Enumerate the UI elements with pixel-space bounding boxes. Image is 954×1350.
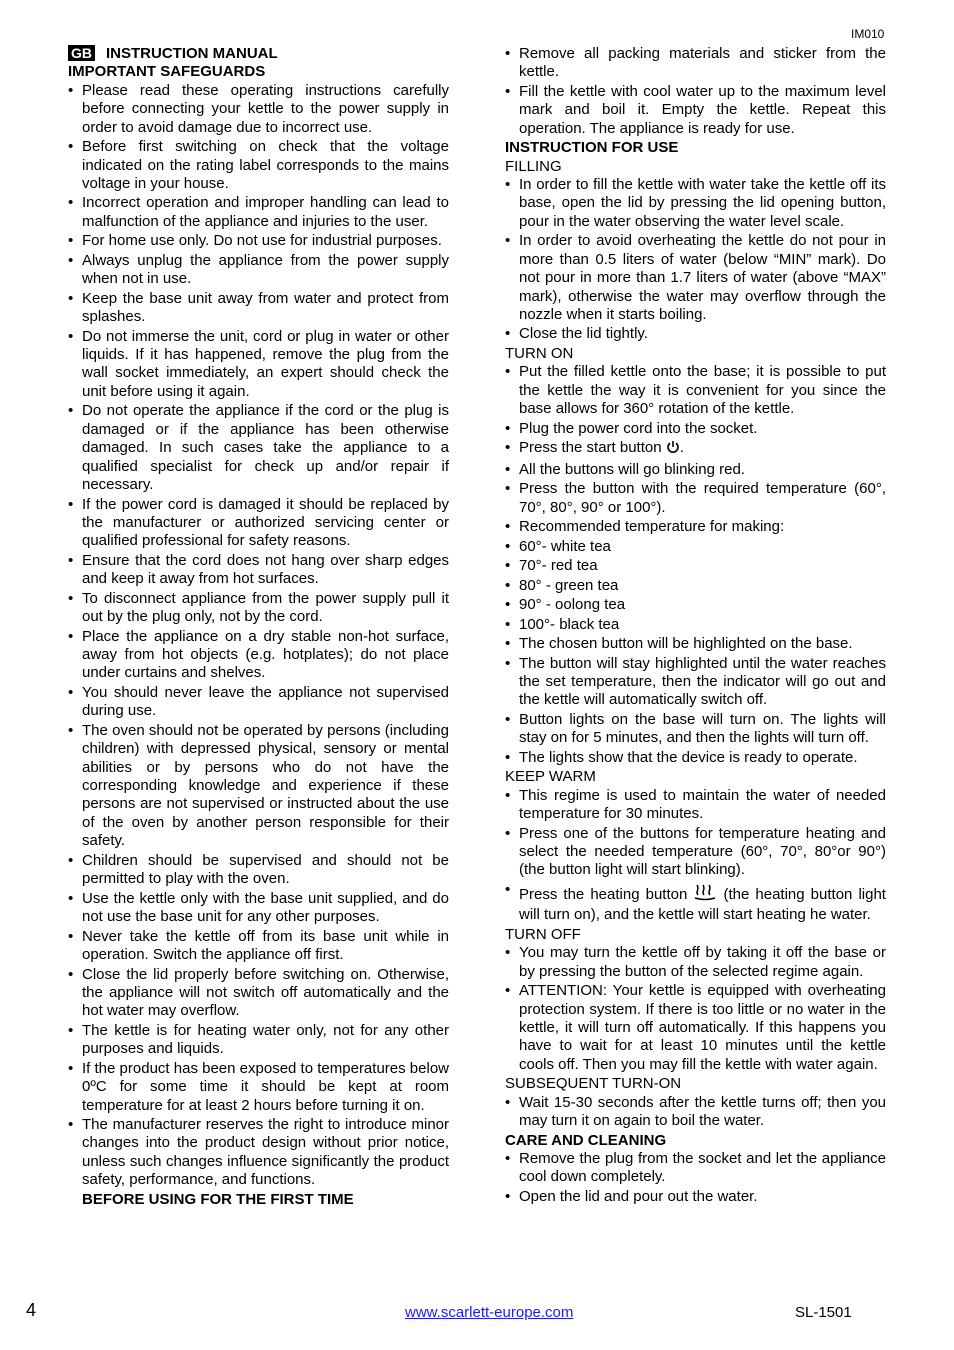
list-item: • Put the filled kettle onto the base; it is possible to put the kettle the way it is convenient for you since the base allows for 360° rotation of the kettle. <box>505 363 886 418</box>
keep-warm-heading: KEEP WARM <box>505 768 596 786</box>
list-item: • Remove all packing materials and sticker from the kettle. <box>505 45 886 82</box>
safeguards-list <box>68 82 449 1190</box>
before-first-use-list <box>505 45 886 138</box>
list-item: • You may turn the kettle off by taking it off the base or by pressing the button of the selected regime again. <box>505 944 886 981</box>
press-start-end: . <box>679 439 684 457</box>
list-item: • Incorrect operation and improper handling can lead to malfunction of the appliance and injuries to the user. <box>68 194 449 231</box>
list-item: • Always unplug the appliance from the power supply when not in use. <box>68 252 449 289</box>
list-item: • The oven should not be operated by persons (including children) with depressed physical, sensory or mental abilities or by persons who do not have the corresponding knowledge and experience if these persons are not supervised or instructed about the use of the oven by another person responsible for their safety. <box>68 722 449 851</box>
list-item: • 80° - green tea <box>505 577 886 595</box>
keep-warm-list <box>505 787 886 925</box>
list-item-start <box>505 439 886 459</box>
list-item: • Place the appliance on a dry stable non-hot surface, away from hot objects (e.g. hotplates); do not place under curtains and shelves. <box>68 628 449 683</box>
safeguards-heading: IMPORTANT SAFEGUARDS <box>68 63 266 81</box>
list-item: • Close the lid properly before switching on. Otherwise, the appliance will not switch off automatically and the hot water may overflow. <box>68 966 449 1021</box>
list-item: • Children should be supervised and should not be permitted to play with the oven. <box>68 852 449 889</box>
list-item: • Never take the kettle off from its base unit while in operation. Switch the appliance off first. <box>68 928 449 965</box>
model-number: SL-1501 <box>795 1304 852 1321</box>
list-item: • The kettle is for heating water only, not for any other purposes and liquids. <box>68 1022 449 1059</box>
care-list <box>505 1150 886 1206</box>
manual-title-line <box>68 45 449 63</box>
list-item: • Keep the base unit away from water and protect from splashes. <box>68 290 449 327</box>
list-item: • Please read these operating instructions carefully before connecting your kettle to the power supply in order to avoid damage due to incorrect use. <box>68 82 449 137</box>
turn-on-heading: TURN ON <box>505 344 574 362</box>
heat-waves-icon <box>693 881 717 906</box>
list-item: • In order to fill the kettle with water take the kettle off its base, open the lid by pressing the lid opening button, pour in the water observing the water level scale. <box>505 176 886 231</box>
instruction-heading: INSTRUCTION FOR USE <box>505 139 679 157</box>
turn-off-heading: TURN OFF <box>505 925 581 943</box>
subsequent-turn-on-heading: SUBSEQUENT TURN-ON <box>505 1075 682 1093</box>
subsequent-list <box>505 1094 886 1131</box>
list-item: • 60°- white tea <box>505 538 886 556</box>
list-item: • This regime is used to maintain the water of needed temperature for 30 minutes. <box>505 787 886 824</box>
document-code: IM010 <box>851 27 885 41</box>
turn-on-list <box>505 363 886 767</box>
list-item: • Wait 15-30 seconds after the kettle turns off; then you may turn it on again to boil the water. <box>505 1094 886 1131</box>
list-item: • For home use only. Do not use for industrial purposes. <box>68 232 449 250</box>
turn-off-list <box>505 944 886 1074</box>
list-item: • Recommended temperature for making: <box>505 518 886 536</box>
page-number: 4 <box>26 1300 37 1320</box>
heating-text-post: (the heating button light will turn on), and the kettle will start heating he water. <box>519 885 886 924</box>
list-item: • Press one of the buttons for temperature heating and select the needed temperature (60°, 70°, 80°or 90°) (the button light will start blinking). <box>505 825 886 880</box>
list-item: • Plug the power cord into the socket. <box>505 420 886 438</box>
website-link[interactable]: www.scarlett-europe.com <box>405 1304 574 1321</box>
list-item: • If the product has been exposed to temperatures below 0ºC for some time it should be kept at room temperature for at least 2 hours before turning it on. <box>68 1060 449 1115</box>
list-item: • Before first switching on check that the voltage indicated on the rating label corresponds to the mains voltage in your house. <box>68 138 449 193</box>
list-item: • Do not operate the appliance if the cord or the plug is damaged or if the appliance has been otherwise damaged. In such cases take the appliance to a qualified specialist for check up and/or repair if necessary. <box>68 402 449 494</box>
list-item: • Use the kettle only with the base unit supplied, and do not use the base unit for any other purposes. <box>68 890 449 927</box>
left-column <box>68 45 449 1209</box>
care-heading: CARE AND CLEANING <box>505 1131 667 1149</box>
list-item: • Button lights on the base will turn on. The lights will stay on for 5 minutes, and then the lights will turn off. <box>505 711 886 748</box>
list-item: • Ensure that the cord does not hang over sharp edges and keep it away from hot surfaces. <box>68 552 449 589</box>
list-item: • 90° - oolong tea <box>505 596 886 614</box>
list-item: • Remove the plug from the socket and let the appliance cool down completely. <box>505 1150 886 1187</box>
list-item: • Open the lid and pour out the water. <box>505 1188 886 1206</box>
before-first-use-heading: BEFORE USING FOR THE FIRST TIME <box>82 1190 354 1208</box>
list-item: • The lights show that the device is ready to operate. <box>505 749 886 767</box>
heating-text-pre: Press the heating button <box>519 885 688 903</box>
list-item: • 70°- red tea <box>505 557 886 575</box>
press-start-text: Press the start button <box>519 439 662 457</box>
manual-title: INSTRUCTION MANUAL <box>106 45 278 62</box>
list-item: • If the power cord is damaged it should be replaced by the manufacturer or authorized servicing center or qualified professional for safety reasons. <box>68 496 449 551</box>
list-item: • Fill the kettle with cool water up to the maximum level mark and boil it. Empty the kettle. Repeat this operation. The appliance is ready for use. <box>505 83 886 138</box>
list-item-heating <box>505 881 886 925</box>
list-item: • Close the lid tightly. <box>505 325 886 343</box>
list-item: • In order to avoid overheating the kettle do not pour in more than 0.5 liters of water (below “MIN” mark). Do not pour in more than 1.7 liters of water (above “MAX” mark), otherwise the water may overflow through the nozzle when it starts boiling. <box>505 232 886 324</box>
list-item: • The button will stay highlighted until the water reaches the set temperature, then the indicator will go out and the kettle will automatically switch off. <box>505 655 886 710</box>
list-item: • The manufacturer reserves the right to introduce minor changes into the product design without prior notice, unless such changes influence significantly the product safety, performance, and functions. <box>68 1116 449 1190</box>
language-badge: GB <box>68 45 95 61</box>
list-item: • ATTENTION: Your kettle is equipped with overheating protection system. If there is too little or no water in the kettle, it will turn off automatically. If this happens you have to wait for at least 10 minutes until the kettle cools off. Then you may fill the kettle with water again. <box>505 982 886 1074</box>
list-item: • 100°- black tea <box>505 616 886 634</box>
filling-list <box>505 176 886 344</box>
filling-heading: FILLING <box>505 157 562 175</box>
list-item: • All the buttons will go blinking red. <box>505 461 886 479</box>
list-item: • Do not immerse the unit, cord or plug in water or other liquids. If it has happened, remove the plug from the wall socket immediately, an expert should check the unit before using it again. <box>68 328 449 402</box>
right-column <box>505 45 886 1207</box>
power-icon <box>666 440 680 459</box>
list-item: • The chosen button will be highlighted on the base. <box>505 635 886 653</box>
list-item: • Press the button with the required temperature (60°, 70°, 80°, 90° or 100°). <box>505 480 886 517</box>
list-item: • To disconnect appliance from the power supply pull it out by the plug only, not by the cord. <box>68 590 449 627</box>
list-item: • You should never leave the appliance not supervised during use. <box>68 684 449 721</box>
